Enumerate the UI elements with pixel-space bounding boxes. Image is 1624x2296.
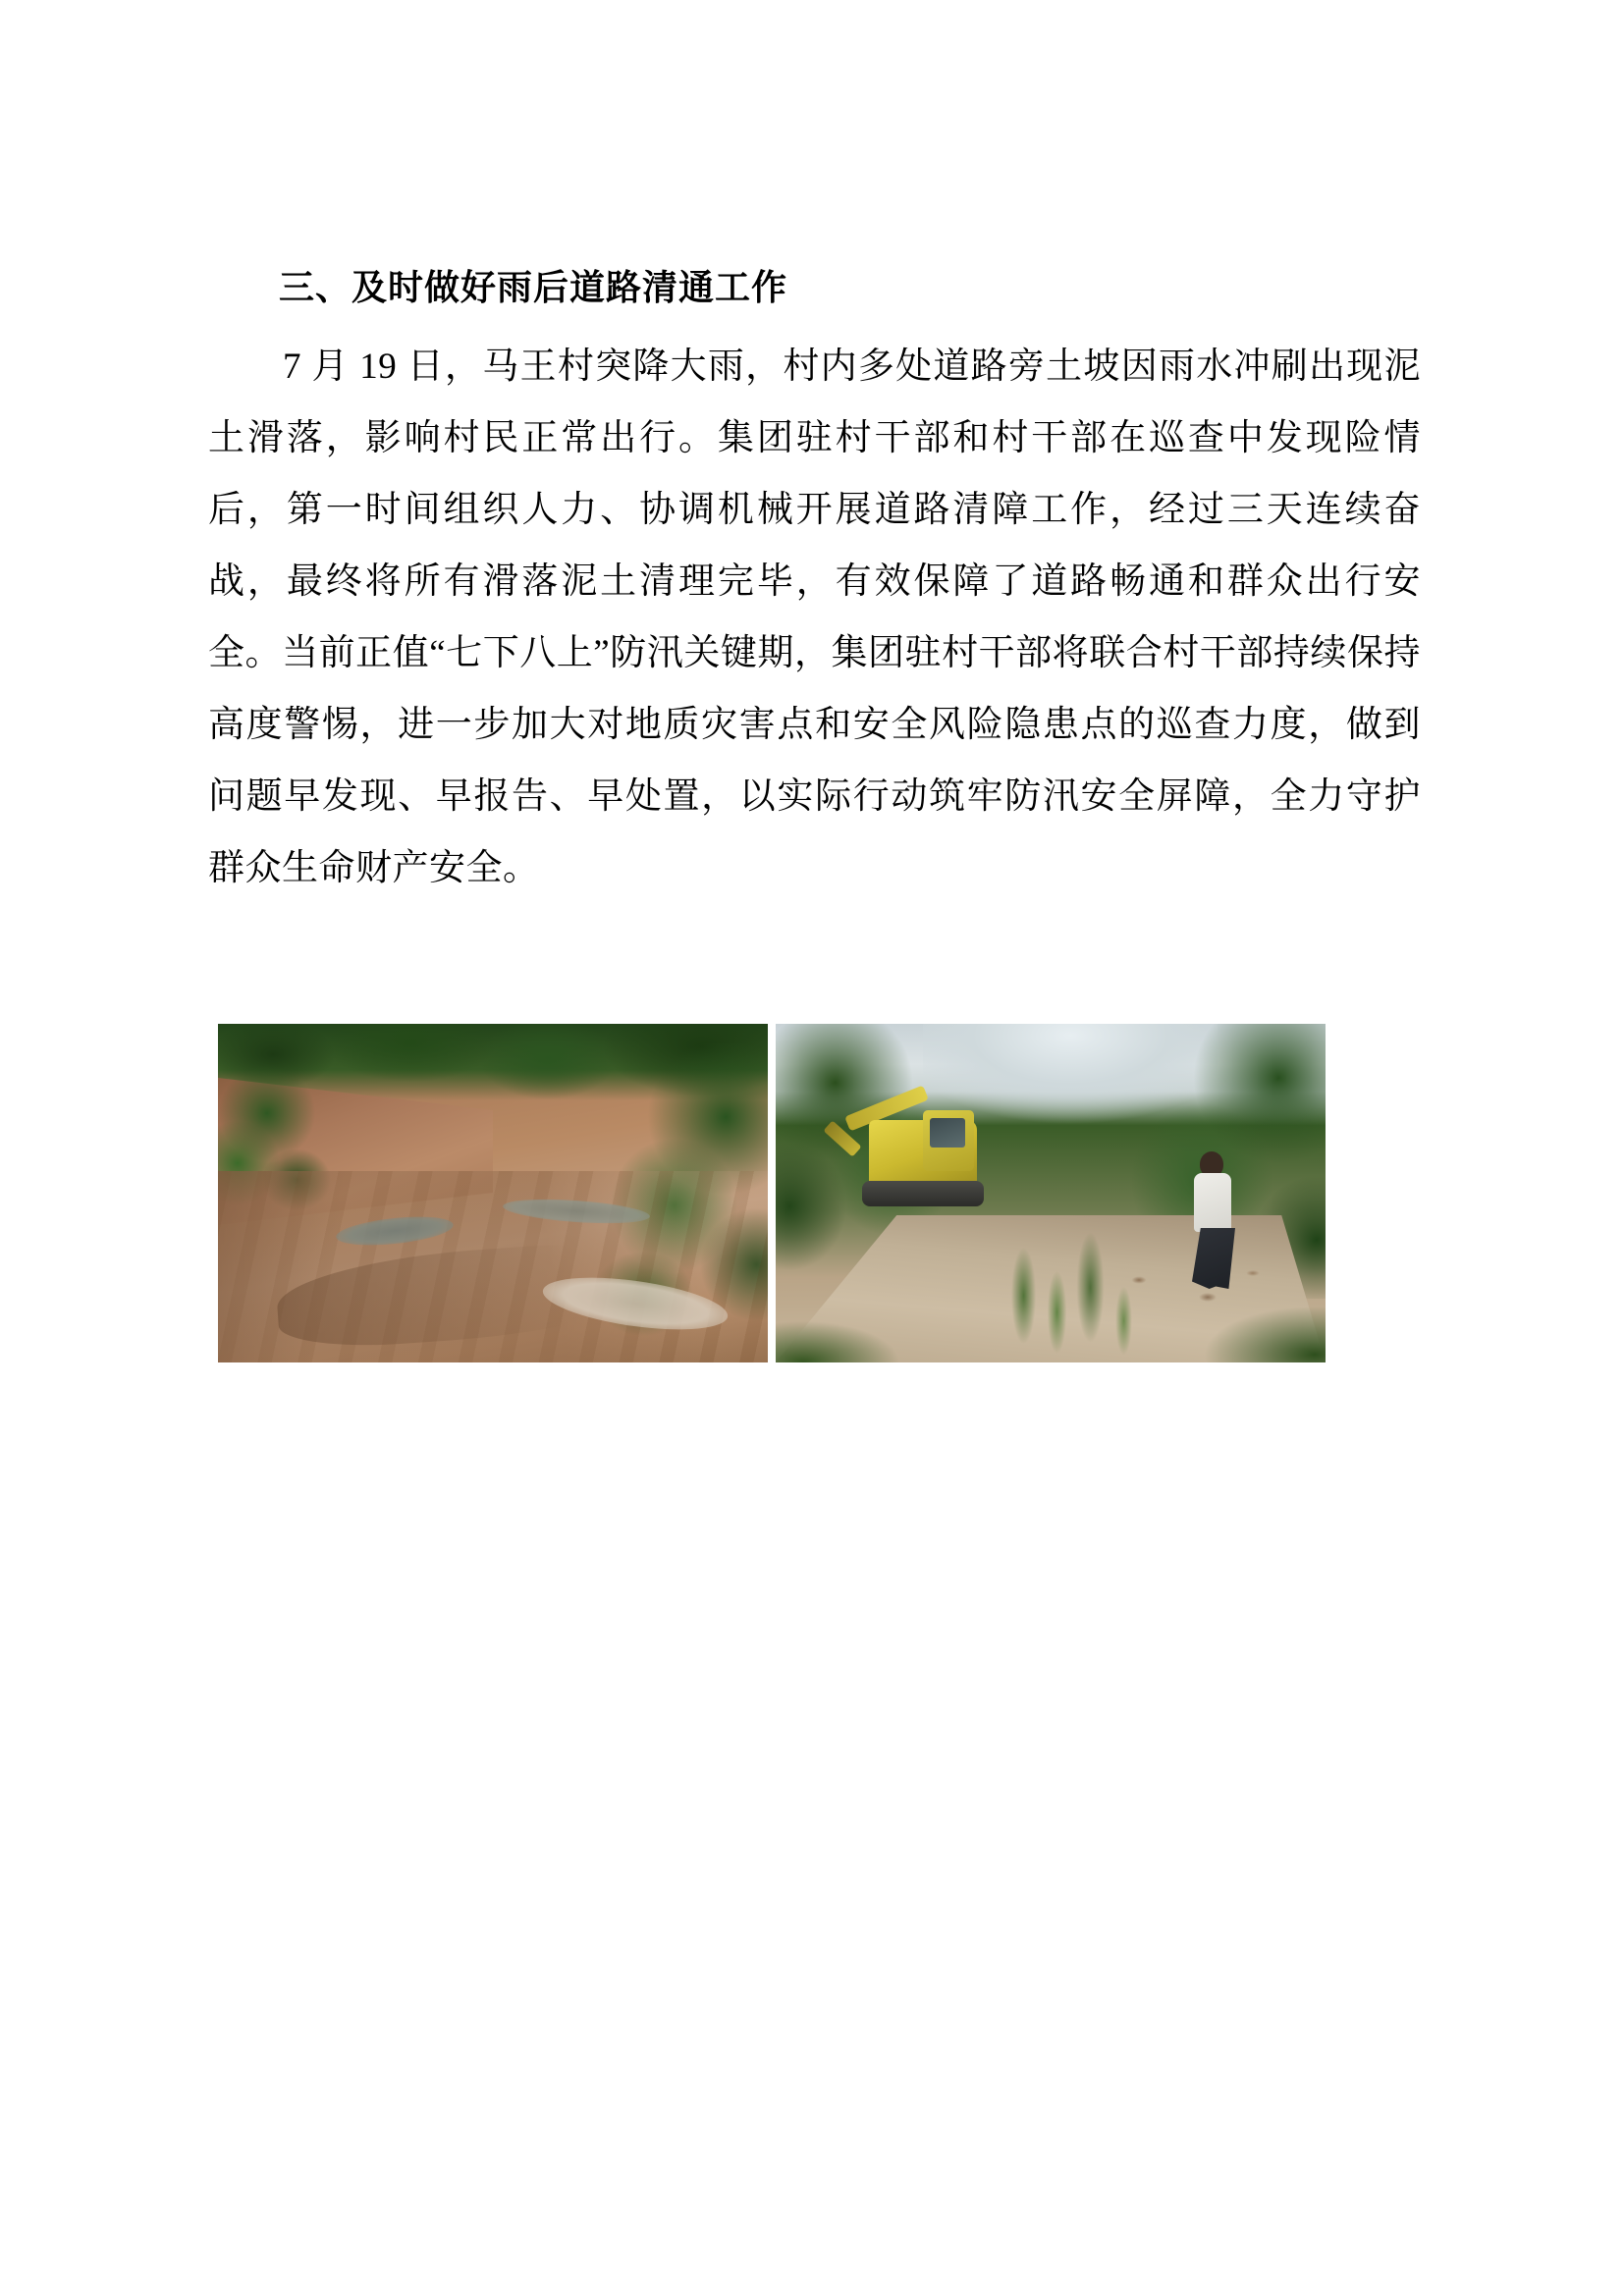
excavator-track-shape (862, 1181, 984, 1206)
document-content (208, 265, 1421, 904)
body-paragraph: 7 月 19 日，马王村突降大雨，村内多处道路旁土坡因雨水冲刷出现泥土滑落，影响村民正常出行。集团驻村干部和村干部在巡查中发现险情后，第一时间组织人力、协调机械开展道路清障工作，经过三天连续奋战，最终将所有滑落泥土清理完毕，有效保障了道路畅通和群众出行安全。当前正值“七下八上”防汛关键期，集团驻村干部将联合村干部持续保持高度警惕，进一步加大对地质灾害点和安全风险隐患点的巡查力度，做到问题早发现、早报告、早处置，以实际行动筑牢防汛安全屏障，全力守护群众生命财产安全。 (208, 346, 1421, 888)
excavator-clearing-road-photo (776, 1024, 1326, 1362)
person-torso-shape (1194, 1173, 1231, 1232)
rain-damaged-dirt-road-photo (218, 1024, 768, 1362)
section-heading: 三、及时做好雨后道路清通工作 (279, 268, 788, 308)
figure-group (218, 1024, 1369, 1367)
excavator-window-shape (930, 1118, 965, 1148)
